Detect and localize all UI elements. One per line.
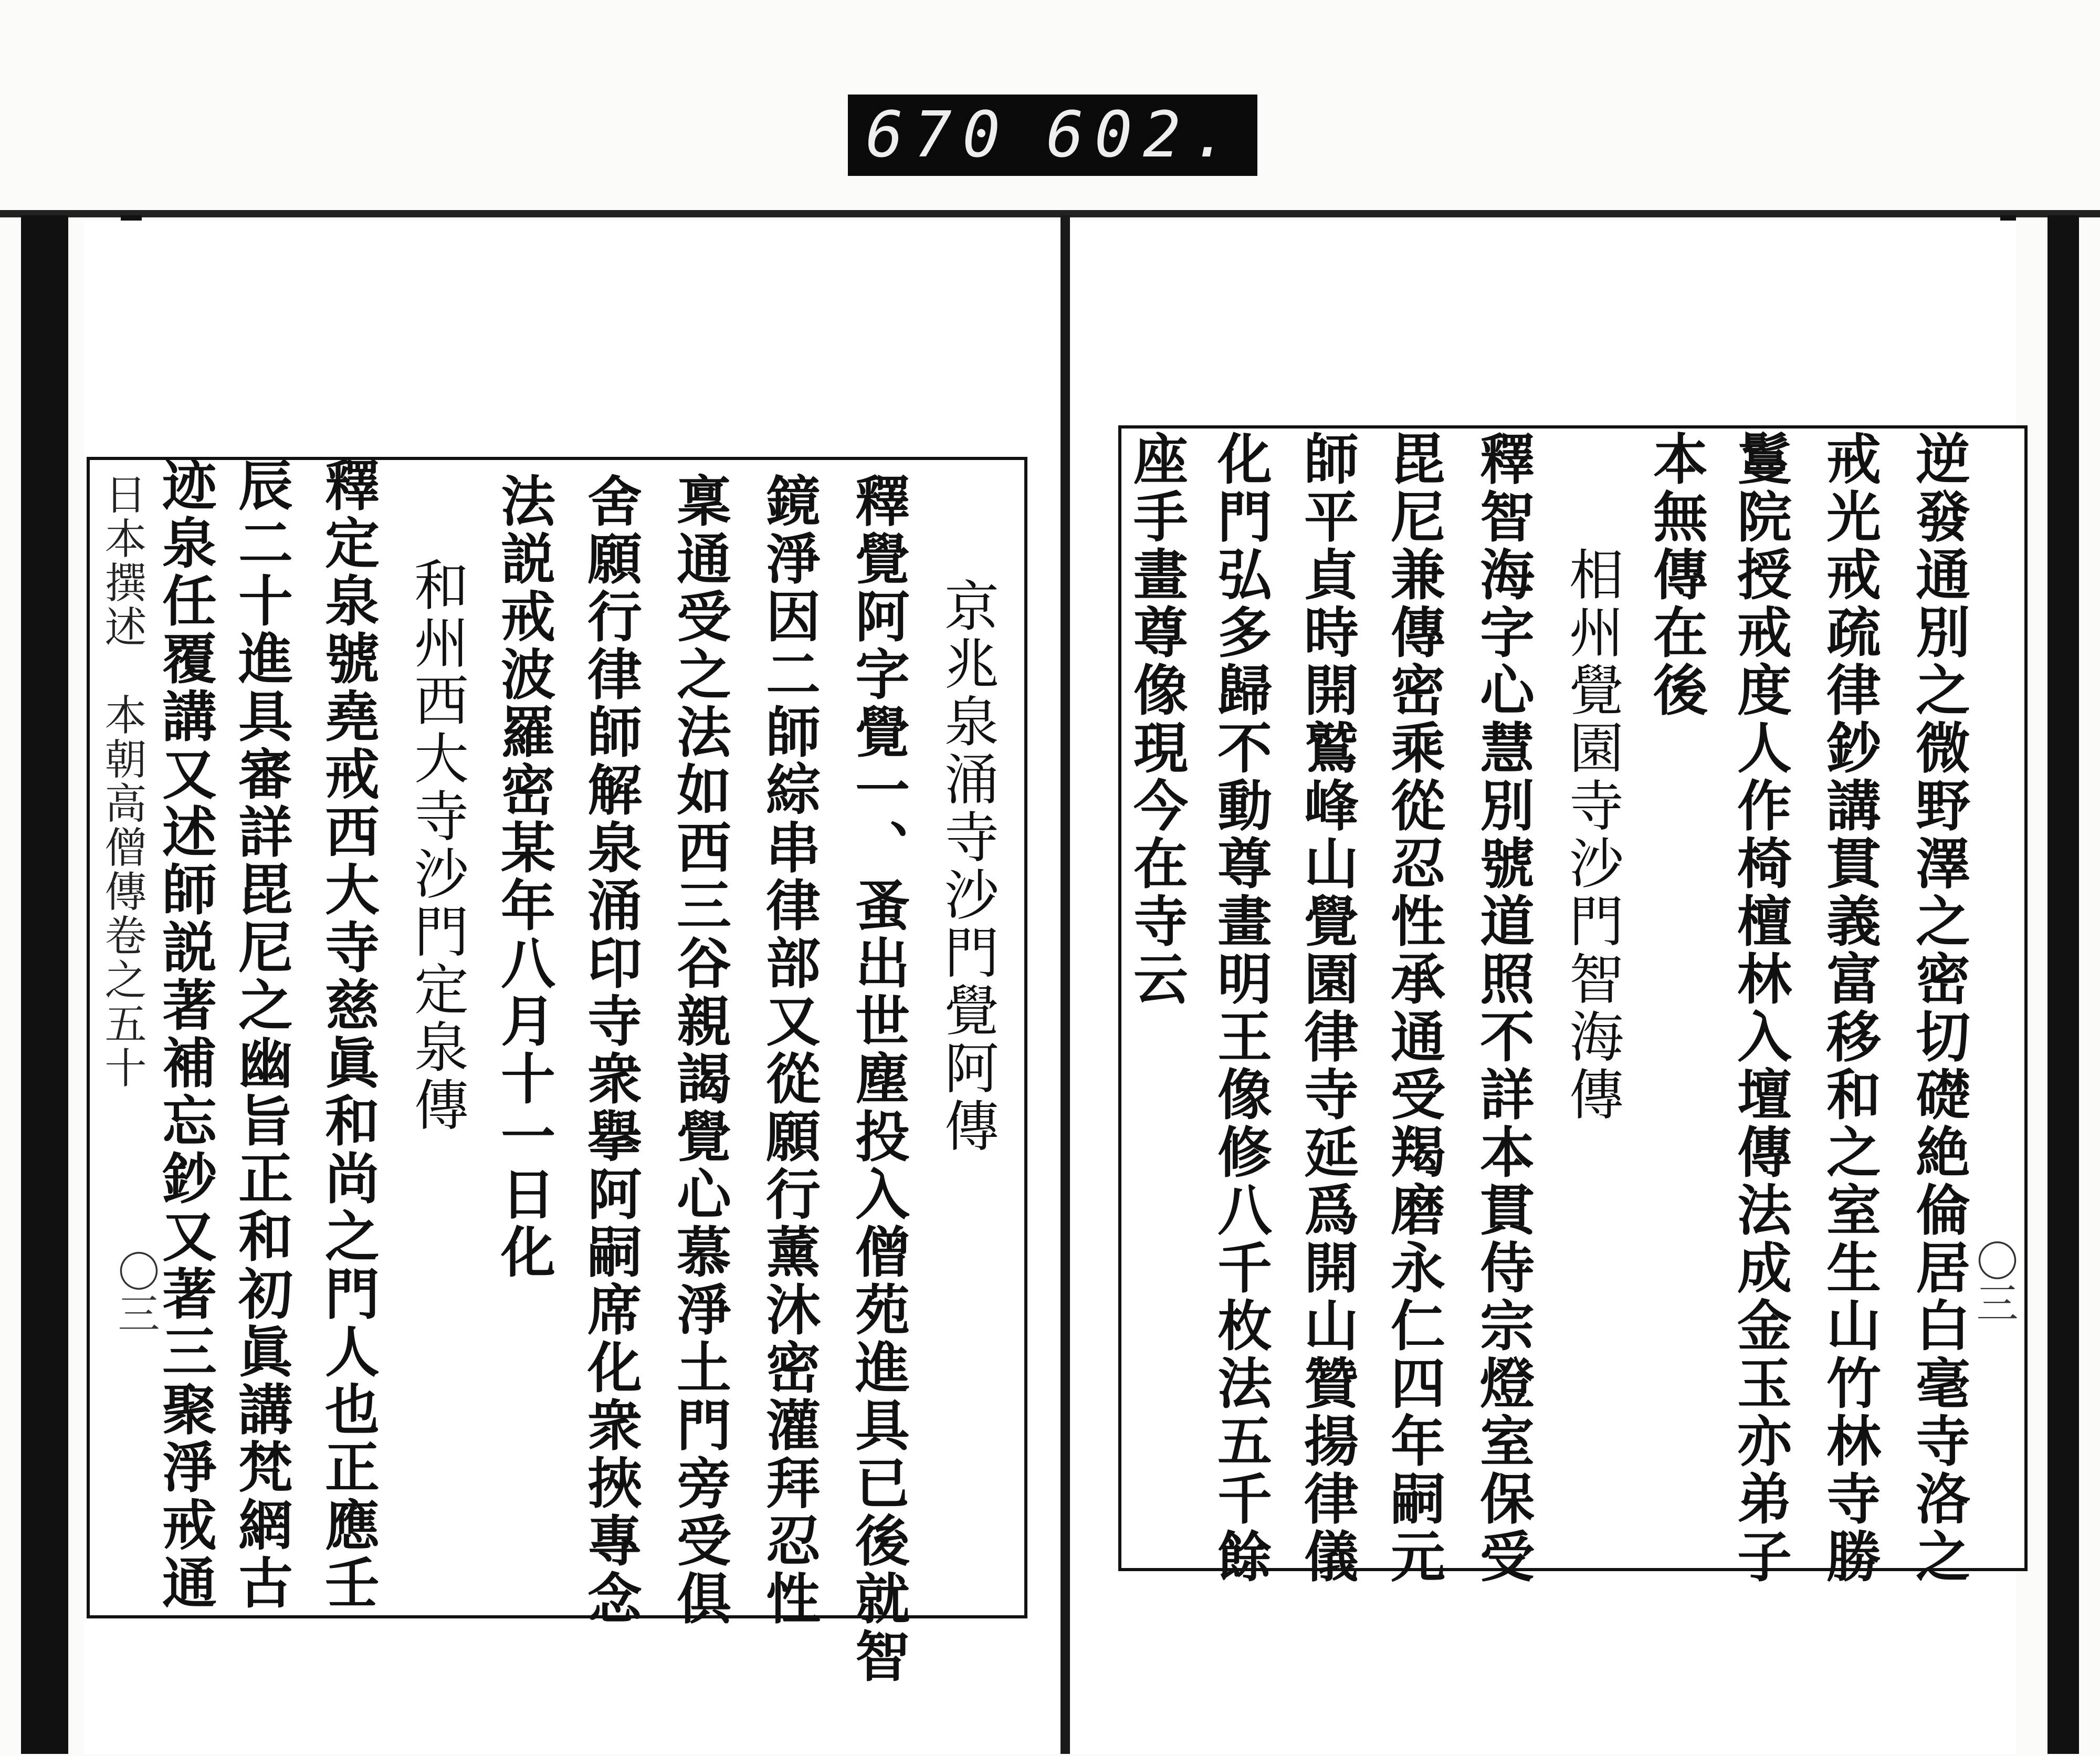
left-col-2: 釋覺阿字覺一、蚤出世塵投入僧苑進具已後就智	[846, 473, 910, 1686]
right-col-8: 師平貞時開鷲峰山覺園律寺延爲開山贊揚律儀	[1295, 431, 1359, 1586]
left-col-9: 辰二十進具審詳毘尼之幽旨正和初眞講梵網古	[229, 457, 293, 1612]
left-col-7-heading: 和州西大寺沙門定泉傳	[405, 557, 469, 1134]
left-col-10: 迹泉任覆講又述師説著補忘鈔又著三聚淨戒通	[153, 457, 217, 1612]
catalog-label-plate	[848, 95, 1257, 176]
book-top-edge	[0, 210, 2100, 217]
right-folio: 〇三	[1969, 1239, 2018, 1323]
right-col-9: 化門弘多歸不動尊畫明王像修八千枚法五千餘	[1208, 431, 1273, 1586]
right-col-7: 毘尼兼傳密乘從忍性承通受羯磨永仁四年嗣元	[1381, 431, 1446, 1586]
right-col-4: 本無傳在後	[1644, 431, 1708, 719]
left-col-4: 稟通受之法如西三谷親謁覺心慕淨土門旁受俱	[667, 473, 732, 1628]
left-col-3: 鏡淨因二師綜串律部又從願行薰沐密灌拜忍性	[757, 473, 821, 1628]
book-gutter	[1060, 215, 1070, 1754]
left-col-1-heading: 京兆泉涌寺沙門覺阿傳	[935, 578, 999, 1155]
catalog-number-right: 602.	[1046, 99, 1240, 172]
right-col-10: 座手畫尊像現今在寺云	[1124, 431, 1189, 1008]
right-col-3: 鬘院授戒度人作椅檀林入壇傳法成金玉亦弟子	[1728, 431, 1792, 1586]
right-col-6: 釋智海字心慧別號道照不詳本貫侍宗燈室保受	[1471, 431, 1535, 1586]
left-folio: 〇三	[111, 1250, 160, 1334]
right-binding-shadow	[2048, 215, 2079, 1754]
left-margin-title: 日本撰述 本朝高僧傳卷之五十	[98, 473, 146, 1090]
left-binding-shadow	[21, 215, 68, 1754]
left-col-8: 釋定泉號堯戒西大寺慈眞和尚之門人也正應壬	[316, 457, 380, 1612]
right-col-1: 逆發通別之微野澤之密切礎絶倫居白毫寺洛之	[1906, 431, 1971, 1586]
catalog-number-left: 670	[865, 99, 1011, 172]
right-col-2: 戒光戒疏律鈔講貫義富移和之室生山竹林寺勝	[1817, 431, 1882, 1586]
right-col-5-heading: 相州覺園寺沙門智海傳	[1560, 546, 1624, 1124]
left-col-5: 舍願行律師解泉涌印寺衆擧阿嗣席化衆挾專念	[578, 473, 643, 1628]
left-col-6: 法説戒波羅密某年八月十一日化	[491, 473, 556, 1281]
